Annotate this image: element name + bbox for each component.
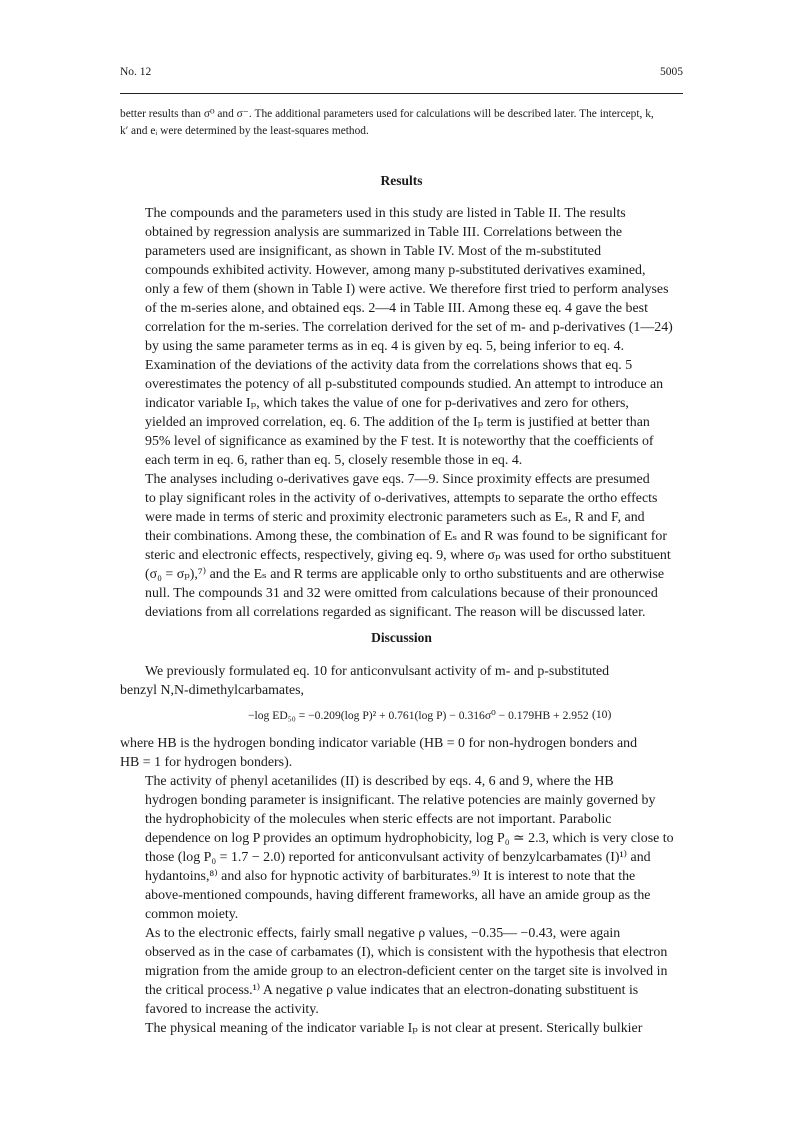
text-line: The activity of phenyl acetanilides (II) is described by eqs. 4, 6 and 9, where the HB	[145, 774, 614, 789]
text-line: Examination of the deviations of the activity data from the correlations shows that eq. 5	[145, 358, 633, 373]
text-line: HB = 1 for hydrogen bonders).	[120, 755, 293, 770]
discussion-heading: Discussion	[371, 630, 432, 645]
text-line: common moiety.	[145, 907, 239, 922]
text-line: benzyl N,N-dimethylcarbamates,	[120, 683, 304, 698]
equation-10	[120, 708, 683, 728]
text-line: correlation for the m-series. The correlation derived for the set of m- and p-derivatives (1—24)	[145, 320, 673, 335]
results-paragraph-1	[120, 204, 683, 356]
text-line: each term in eq. 6, rather than eq. 5, closely resemble those in eq. 4.	[145, 453, 523, 468]
text-line: As to the electronic effects, fairly small negative ρ values, −0.35— −0.43, were again	[145, 926, 621, 941]
text-line: of the m-series alone, and obtained eqs. 2—4 in Table III. Among these eq. 4 gave the best	[145, 301, 648, 316]
results-paragraph-3	[120, 470, 683, 622]
text-line: (σ₀ = σₚ),⁷⁾ and the Eₛ and R terms are applicable only to ortho substituents and are otherwise	[145, 567, 665, 582]
text-line: by using the same parameter terms as in eq. 4 is given by eq. 5, being inferior to eq. 4.	[145, 339, 625, 354]
text-line: favored to increase the activity.	[145, 1002, 319, 1017]
text-line: where HB is the hydrogen bonding indicator variable (HB = 0 for non-hydrogen bonders and	[120, 736, 638, 751]
discussion-paragraph-3	[120, 1019, 683, 1038]
text-line: hydrogen bonding parameter is insignificant. The relative potencies are mainly governed by	[145, 793, 656, 808]
text-line: 95% level of significance as examined by the F test. It is noteworthy that the coefficients of	[145, 434, 654, 449]
text-line: We previously formulated eq. 10 for anticonvulsant activity of m- and p-substituted	[145, 664, 610, 679]
text-line: k′ and eᵢ were determined by the least-squares method.	[120, 125, 369, 137]
text-line: only a few of them (shown in Table I) were active. We therefore first tried to perform analyses	[145, 282, 669, 297]
results-paragraph-2	[120, 356, 683, 470]
text-line: The compounds and the parameters used in this study are listed in Table II. The results	[145, 206, 626, 221]
text-line: indicator variable Iₚ, which takes the value of one for p-derivatives and zero for others,	[145, 396, 629, 411]
text-line: compounds exhibited activity. However, among many p-substituted derivatives examined,	[145, 263, 646, 278]
text-line: above-mentioned compounds, having different frameworks, all have an amide group as the	[145, 888, 651, 903]
text-line: obtained by regression analysis are summarized in Table III. Correlations between the	[145, 225, 623, 240]
text-line: null. The compounds 31 and 32 were omitted from calculations because of their pronounced	[145, 586, 658, 601]
equation-explanation	[120, 734, 683, 772]
text-line: overestimates the potency of all p-substituted compounds studied. An attempt to introduce an	[145, 377, 664, 392]
page-number: 5005	[660, 66, 683, 78]
text-line: better results than σ⁰ and σ⁻. The additional parameters used for calculations will be described later. The intercept, k,	[120, 108, 654, 120]
equation-number: (10)	[592, 708, 612, 721]
text-line: hydantoins,⁸⁾ and also for hypnotic activity of barbiturates.⁹⁾ It is interest to note that the	[145, 869, 636, 884]
text-line: observed as in the case of carbamates (I), which is consistent with the hypothesis that electron	[145, 945, 668, 960]
text-line: The analyses including o-derivatives gave eqs. 7—9. Since proximity effects are presumed	[145, 472, 650, 487]
text-line: The physical meaning of the indicator variable Iₚ is not clear at present. Sterically bulkier	[145, 1021, 643, 1036]
running-header	[120, 66, 683, 86]
results-heading: Results	[380, 173, 423, 188]
text-line: parameters used are insignificant, as shown in Table IV. Most of the m-substituted	[145, 244, 602, 259]
text-line: steric and electronic effects, respectively, giving eq. 9, where σₚ was used for ortho substituent	[145, 548, 671, 563]
discussion-paragraph-2	[120, 924, 683, 1019]
text-line: their combinations. Among these, the combination of Eₛ and R was found to be significant for	[145, 529, 668, 544]
text-line: dependence on log P provides an optimum hydrophobicity, log P₀ ≃ 2.3, which is very close to	[145, 831, 674, 846]
intro-paragraph	[120, 106, 683, 140]
equation-body: −log ED₅₀ = −0.209(log P)² + 0.761(log P) − 0.316σ⁰ − 0.179HB + 2.952	[248, 709, 589, 722]
text-line: those (log P₀ = 1.7 − 2.0) reported for anticonvulsant activity of benzylcarbamates (I)¹⁾ and	[145, 850, 651, 865]
text-line: the hydrophobicity of the molecules when steric effects are not important. Parabolic	[145, 812, 612, 827]
text-line: the critical process.¹⁾ A negative ρ value indicates that an electron-donating substituent is	[145, 983, 639, 998]
text-line: were made in terms of steric and proximity electronic parameters such as Eₛ, R and F, and	[145, 510, 645, 525]
text-line: yielded an improved correlation, eq. 6. The addition of the Iₚ term is justified at better than	[145, 415, 650, 430]
issue-number: No. 12	[120, 66, 152, 78]
discussion-paragraph-1	[120, 772, 683, 924]
text-line: migration from the amide group to an electron-deficient center on the target site is involved in	[145, 964, 668, 979]
header-rule	[120, 93, 683, 94]
discussion-section	[120, 662, 683, 1038]
discussion-intro	[120, 662, 683, 700]
results-section	[120, 204, 683, 622]
text-line: deviations from all correlations regarded as significant. The reason will be discussed later.	[145, 605, 646, 620]
text-line: to play significant roles in the activity of o-derivatives, attempts to separate the ortho effects	[145, 491, 658, 506]
